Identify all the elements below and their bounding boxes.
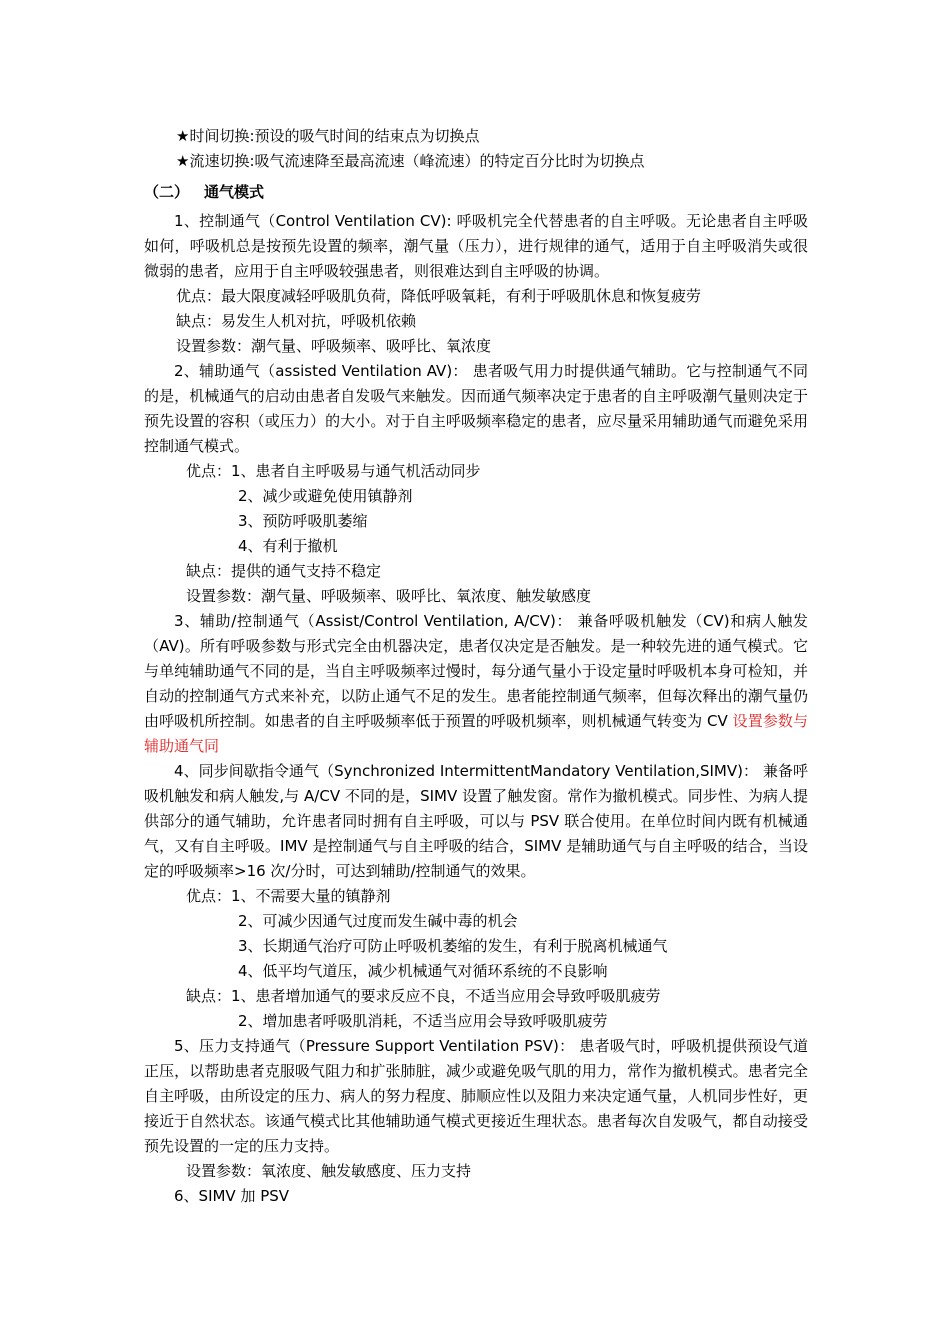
av-pros-4: 4、有利于撤机 bbox=[238, 537, 338, 555]
simv-pros-1: 优点：1、不需要大量的镇静剂 bbox=[186, 887, 391, 905]
switch-flow-line: ★流速切换:吸气流速降至最高流速（峰流速）的特定百分比时为切换点 bbox=[176, 152, 645, 170]
simv-pros-3: 3、长期通气治疗可防止呼吸机萎缩的发生，有利于脱离机械通气 bbox=[238, 937, 668, 955]
av-params: 设置参数：潮气量、呼吸频率、吸呼比、氧浓度、触发敏感度 bbox=[186, 587, 592, 605]
section-title: 通气模式 bbox=[204, 183, 265, 201]
psv-paragraph: 5、压力支持通气（Pressure Support Ventilation PSV)： 患者吸气时，呼吸机提供预设气道正压，以帮助患者克服吸气阻力和扩张肺脏，减少或避免吸气肌的用力，常作为撤机模式。患者完全自主呼吸，由所设定的压力、病人的努力程度、肺顺应性以及阻力来决定通气量，人机同步性好，更接近于自然状态。该通气模式比其他辅助通气模式更接近生理状态。患者每次自发吸气，都自动接受预先设置的一定的压力支持。 bbox=[144, 1037, 808, 1155]
section-number: （二） bbox=[144, 183, 190, 201]
switch-time-line: ★时间切换:预设的吸气时间的结束点为切换点 bbox=[176, 127, 480, 145]
simv-pros-4: 4、低平均气道压，减少机械通气对循环系统的不良影响 bbox=[238, 962, 608, 980]
simv-cons-2: 2、增加患者呼吸肌消耗，不适当应用会导致呼吸肌疲劳 bbox=[238, 1012, 608, 1030]
av-paragraph: 2、辅助通气（assisted Ventilation AV)： 患者吸气用力时提供通气辅助。它与控制通气不同的是，机械通气的启动由患者自发吸气来触发。因而通气频率决定于患者的自主呼吸潮气量则决定于预先设置的容积（或压力）的大小。对于自主呼吸频率稳定的患者，应尽量采用辅助通气而避免采用控制通气模式。 bbox=[144, 362, 808, 455]
cv-pros: 优点：最大限度减轻呼吸肌负荷，降低呼吸氧耗，有利于呼吸肌休息和恢复疲劳 bbox=[176, 287, 702, 305]
cv-paragraph: 1、控制通气（Control Ventilation CV): 呼吸机完全代替患者的自主呼吸。无论患者自主呼吸如何，呼吸机总是按预先设置的频率，潮气量（压力），进行规律的通气，适用于自主呼吸消失或很微弱的患者，应用于自主呼吸较强患者，则很难达到自主呼吸的协调。 bbox=[144, 212, 808, 280]
simv-cons-1: 缺点：1、患者增加通气的要求反应不良，不适当应用会导致呼吸肌疲劳 bbox=[186, 987, 661, 1005]
acv-text: 3、辅助/控制通气（Assist/Control Ventilation, A/CV)： 兼备呼吸机触发（CV)和病人触发（AV)。所有呼吸参数与形式完全由机器决定，患者仅决定是否触发。是一种较先进的通气模式。它与单纯辅助通气不同的是，当自主呼吸频率过慢时，每分通气量小于设定量时呼吸机本身可检知，并自动的控制通气方式来补充，以防止通气不足的发生。患者能控制通气频率，但每次释出的潮气量仍由呼吸机所控制。如患者的自主呼吸频率低于预置的呼吸机频率，则机械通气转变为 CV bbox=[144, 612, 808, 730]
section-heading bbox=[144, 180, 808, 205]
simv-psv-heading: 6、SIMV 加 PSV bbox=[174, 1187, 290, 1205]
simv-pros-2: 2、可减少因通气过度而发生碱中毒的机会 bbox=[238, 912, 518, 930]
simv-paragraph: 4、同步间歇指令通气（Synchronized IntermittentMandatory Ventilation,SIMV)： 兼备呼吸机触发和病人触发,与 A/CV 不同的是，SIMV 设置了触发窗。常作为撤机模式。同步性、为病人提供部分的通气辅助，允许患者同时拥有自主呼吸，可以与 PSV 联合使用。在单位时间内既有机械通气，又有自主呼吸。IMV 是控制通气与自主呼吸的结合，SIMV 是辅助通气与自主呼吸的结合，当设定的呼吸频率>16 次/分时，可达到辅助/控制通气的效果。 bbox=[144, 762, 808, 880]
acv-paragraph bbox=[144, 609, 808, 759]
document-body bbox=[144, 124, 808, 1209]
av-pros-2: 2、减少或避免使用镇静剂 bbox=[238, 487, 413, 505]
acv-highlight: 设置参数与辅助通气同 bbox=[144, 712, 808, 755]
av-cons: 缺点：提供的通气支持不稳定 bbox=[186, 562, 382, 580]
cv-params: 设置参数：潮气量、呼吸频率、吸呼比、氧浓度 bbox=[176, 337, 492, 355]
cv-cons: 缺点：易发生人机对抗，呼吸机依赖 bbox=[176, 312, 417, 330]
av-pros-3: 3、预防呼吸肌萎缩 bbox=[238, 512, 368, 530]
av-pros-1: 优点：1、患者自主呼吸易与通气机活动同步 bbox=[186, 462, 481, 480]
psv-params: 设置参数：氧浓度、触发敏感度、压力支持 bbox=[186, 1162, 472, 1180]
